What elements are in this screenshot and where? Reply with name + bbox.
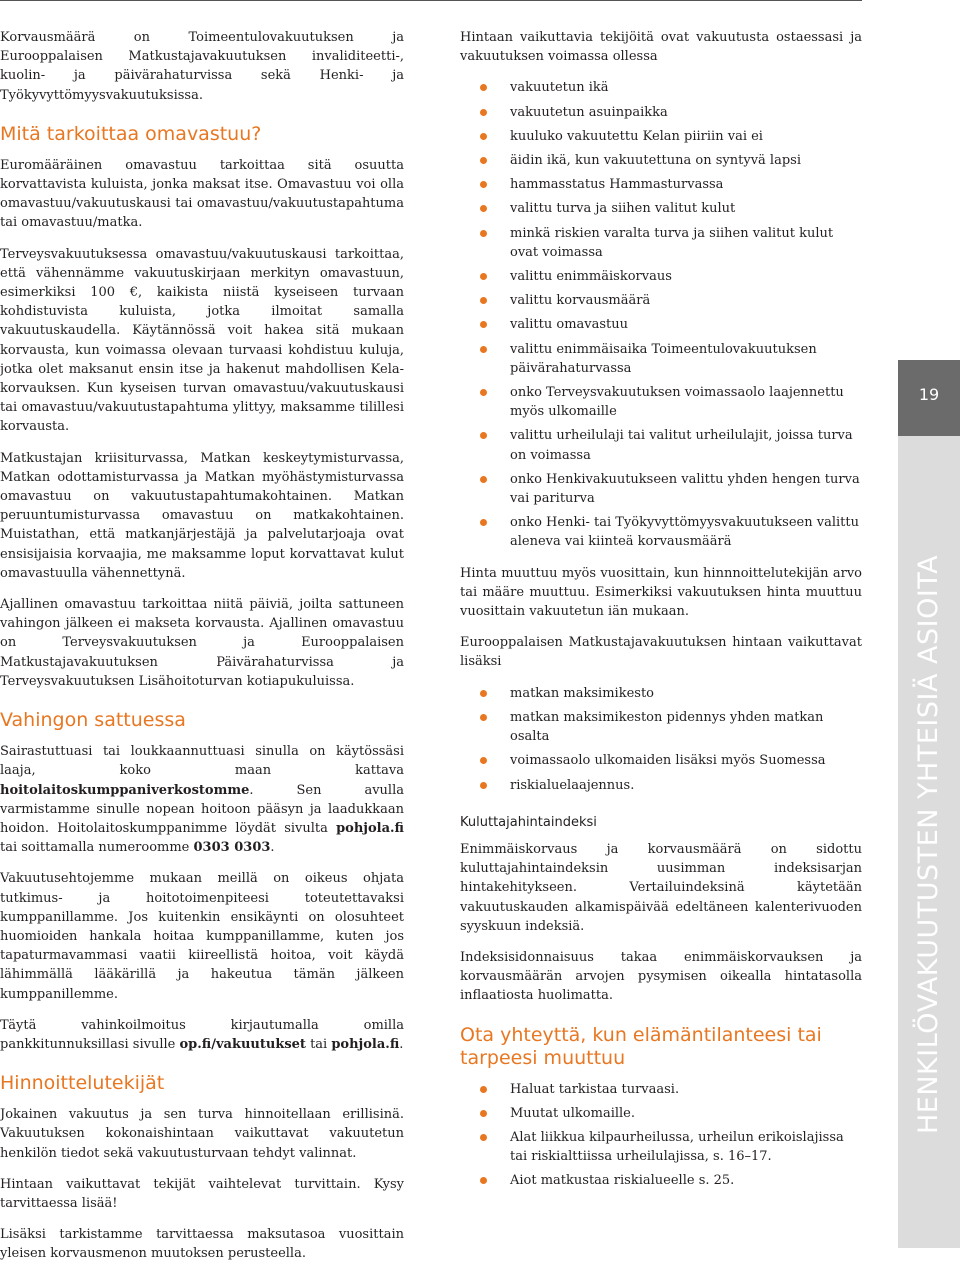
paragraph-omavastuu-2: Terveysvakuutuksessa omavastuu/vakuutuskausi tarkoittaa, että vähennämme vakuutuskirjaan merkityn omavastuun, esimerkiksi 100 €, kaikista niistä kyseiseen turvaan kohdistuvista kuluista, jotka ilmoitat samalla vakuutuskaudella. Käytännössä voit hakea sitä mukaan korvausta, kun voimassa olevaan turvaasi kohdistuu kuluja, jotka olet maksanut ensin itse ja hakenut mahdollisen Kela-korvauksen. Kun kyseisen turvan omavastuu/vakuutuskausi tai omavastuu/vakuutustapahtuma ylittyy, maksamme tilillesi korvausta. [0,246,404,435]
paragraph-indeksi-1: Enimmäiskorvaus ja korvausmäärä on sidottu kuluttajahintaindeksin uusimman indeksisarjan hintakehitykseen. Vertailuindeksinä käytetään vakuutuskauden alkamispäivää edeltäneen kalenterivuoden syyskuun indeksiä. [460,841,862,934]
list-item: äidin ikä, kun vakuutettuna on syntyvä lapsi [460,151,862,170]
paragraph-vahinko-3: Täytä vahinkoilmoitus kirjautumalla omilla pankkitunnuksillasi sivulle op.fi/vakuutukset tai pohjola.fi. [0,1017,404,1052]
pohjola-link[interactable]: pohjola.fi [336,820,404,836]
intro-paragraph: Korvausmäärä on Toimeentulovakuutuksen ja Eurooppalaisen Matkustajavakuutuksen invaliditeetti-, kuolin- ja päivärahaturvissa sekä Henki- ja Työkyvyttömyysvakuutuksissa. [0,30,404,103]
left-column [0,28,404,1276]
paragraph-hinnoittelu-3: Lisäksi tarkistamme tarvittaessa maksutasoa vuosittain yleisen korvausmenon muutoksen perusteella. [0,1227,404,1262]
heading-vahingon-sattuessa: Vahingon sattuessa [0,709,186,732]
page-number: 19 [918,385,940,404]
contact-reason-list [460,1080,862,1191]
pohjola-link-2[interactable]: pohjola.fi [331,1036,400,1052]
paragraph-vahinko-2: Vakuutusehtojemme mukaan meillä on oikeus ohjata tutkimus- ja hoitotoimenpiteesi toteutettavaksi kumppanillamme. Jos kuitenkin ensikäynti on olosuhteet huomioiden hankala hoitaa kumppanillamme, kuten jos tapaturmavammasi vaatii kiireellistä hoitoa, voit käydä lähimmällä lääkärillä ja hakeutua tämän jälkeen kumppanillemme. [0,871,404,1002]
paragraph-hinta: Hinta muuttuu myös vuosittain, kun hinnnoittelutekijän arvo tai määre muuttuu. Esimerkiksi vakuutuksen hinta muuttuu vuosittain vakuutetun iän mukaan. [460,565,862,620]
paragraph-hinnoittelu-1: Jokainen vakuutus ja sen turva hinnoitellaan erillisinä. Vakuutuksen kokonaishintaan vaikuttavat vakuutetun henkilön tiedot sekä vakuutusturvaan tehdyt valinnat. [0,1107,404,1161]
list-item: Muutat ulkomaille. [460,1104,862,1123]
list-item: valittu turva ja siihen valitut kulut [460,199,862,218]
paragraph-hinnoittelu-2: Hintaan vaikuttavat tekijät vaihtelevat turvittain. Kysy tarvittaessa lisää! [0,1176,404,1211]
list-item: valittu enimmäiskorvaus [460,267,862,286]
heading-omavastuu: Mitä tarkoittaa omavastuu? [0,122,262,145]
paragraph-matka-intro: Eurooppalaisen Matkustajavakuutuksen hintaan vaikuttavat lisäksi [460,635,862,670]
list-item: voimassaolo ulkomaiden lisäksi myös Suomessa [460,751,862,770]
list-item: onko Terveysvakuutuksen voimassaolo laajennettu myös ulkomaille [460,383,862,421]
heading-hinnoittelutekijat: Hinnoittelutekijät [0,1072,165,1095]
list-item: valittu omavastuu [460,315,862,334]
paragraph-indeksi-2: Indeksisidonnaisuus takaa enimmäiskorvauksen ja korvausmäärän arvojen pysymisen oikealla hintatasolla inflaatiosta huolimatta. [460,949,862,1004]
paragraph-omavastuu-4: Ajallinen omavastuu tarkoittaa niitä päiviä, joilta sattuneen vahingon jälkeen ei makseta korvausta. Ajallinen omavastuu on Terveysvakuutuksen ja Eurooppalaisen Matkustajavakuutuksen Päivärahaturvissa ja Terveysvakuutuksen Lisähoitoturvan kotiapukuluissa. [0,597,404,689]
list-item: valittu urheilulaji tai valitut urheilulajit, joissa turva on voimassa [460,426,862,464]
list-item: matkan maksimikeston pidennys yhden matkan osalta [460,708,862,746]
network-name: hoitolaitoskumppaniverkostomme [0,782,250,798]
right-column [460,28,862,1203]
list-item: kuuluko vakuutettu Kelan piiriin vai ei [460,127,862,146]
list-item: Haluat tarkistaa turvaasi. [460,1080,862,1099]
op-link[interactable]: op.fi/vakuutukset [179,1036,306,1052]
travel-factor-list [460,684,862,795]
price-factor-list [460,78,862,551]
list-item: Aiot matkustaa riskialueelle s. 25. [460,1171,862,1190]
list-item: matkan maksimikesto [460,684,862,703]
list-item: onko Henkivakuutukseen valittu yhden hengen turva vai pariturva [460,470,862,508]
list-item: riskialuelaajennus. [460,776,862,795]
heading-kuluttajahintaindeksi: Kuluttajahintaindeksi [460,814,597,830]
heading-ota-yhteytta: Ota yhteyttä, kun elämäntilanteesi tai tarpeesi muuttuu [460,1023,822,1069]
list-item: hammasstatus Hammasturvassa [460,175,862,194]
phone-number: 0303 0303 [193,840,271,856]
list-item: Alat liikkua kilpaurheilussa, urheilun erikoislajissa tai riskialttiissa urheilulajissa, s. 16–17. [460,1128,862,1166]
list-item: onko Henki- tai Työkyvyttömyysvakuutukseen valittu aleneva vai kiinteä korvausmäärä [460,513,862,551]
section-title: HENKILÖVAKUUTUSTEN YHTEISIÄ ASIOITA [913,554,944,1134]
list-item: valittu korvausmäärä [460,291,862,310]
list-item: valittu enimmäisaika Toimeentulovakuutuksen päivärahaturvassa [460,340,862,378]
list-item: minkä riskien varalta turva ja siihen valitut kulut ovat voimassa [460,224,862,262]
paragraph-omavastuu-1: Euromääräinen omavastuu tarkoittaa sitä osuutta korvattavista kuluista, jonka maksat itse. Omavastuu voi olla omavastuu/vakuutuskausi tai omavastuu/vakuutustapahtuma tai omavastuu/matka. [0,157,404,231]
list-item: vakuutetun asuinpaikka [460,103,862,122]
paragraph-omavastuu-3: Matkustajan kriisiturvassa, Matkan keskeytymisturvassa, Matkan odottamisturvassa ja Matkan myöhästymisturvassa omavastuu on vakuutustapahtumakohtainen. Matkan peruuntumisturvassa omavastuu on matkakohtainen. Muistathan, että matkanjärjestäjä ja palvelutarjoaja ovat ensisijaisia korvaajia, me maksamme loput korvattavat kulut omavastuulla vähennettynä. [0,450,404,581]
top-rule [0,0,862,1]
paragraph-vahinko-1: Sairastuttuasi tai loukkaannuttuasi sinulla on käytössäsi laaja, koko maan kattava hoitolaitoskumppaniverkostomme. Sen avulla varmistamme sinulle nopean hoitoon pääsyn ja laadukkaan hoidon. Hoitolaitoskumppanimme löydät sivulta pohjola.fi tai soittamalla numeroomme 0303 0303. [0,744,404,856]
list-item: vakuutetun ikä [460,78,862,97]
factors-intro: Hintaan vaikuttavia tekijöitä ovat vakuutusta ostaessasi ja vakuutuksen voimassa ollessa [460,30,862,65]
